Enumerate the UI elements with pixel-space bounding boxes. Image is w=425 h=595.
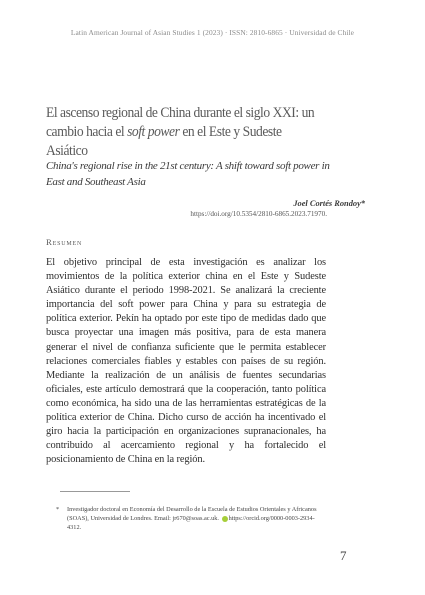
- footnote-affiliation: Investigador doctoral en Economía del Desarrollo de la Escuela de Estudios Orientales y Africanos (SOAS), Universidad de Londres. Email: jr670@soas.ac.uk.: [67, 506, 317, 523]
- title-line-2-end: en el Este y Sudeste Asiático: [46, 124, 282, 159]
- abstract-heading: Resumen: [46, 237, 83, 247]
- doi-link[interactable]: https://doi.org/10.5354/2810-6865.2023.71970.: [190, 210, 327, 218]
- article-subtitle: China's regional rise in the 21st century: A shift toward soft power in East and Southeast Asia: [46, 160, 330, 188]
- footnote: [56, 505, 328, 533]
- orcid-link[interactable]: https://orcid.org/0000-0003-2934-4312.: [67, 515, 315, 532]
- footnote-marker: *: [56, 506, 60, 513]
- title-line-1: El ascenso regional de China durante el siglo XXI: un: [46, 105, 315, 121]
- title-line-2: [46, 123, 325, 161]
- running-head: Latin American Journal of Asian Studies 1 (2023) · ISSN: 2810-6865 · Universidad de Chile: [70, 28, 355, 37]
- abstract-body: El objetivo principal de esta investigación es analizar los movimientos de la política exterior china en el Este y Sudeste Asiático durante el periodo 1998-2021. Se analizará la creciente importancia del soft power para China y para su estrategia de política exterior. Pekín ha optado por este tipo de medidas dado que busca proyectar una imagen más positiva, para de esta manera generar el nivel de confianza suficiente que le permita establecer relaciones comerciales fiables y estables con países de su región. Mediante la realización de un análisis de fuentes secundarias oficiales, este artículo demostrará que la cooperación, tanto política como económica, ha sido una de las herramientas estratégicas de la política exterior de China. Dicho curso de acción ha incentivado el giro hacia la participación en organizaciones supranacionales, ha contribuido al acercamiento regional y ha fortalecido el posicionamiento de China en la región.: [46, 257, 326, 466]
- page-number: 7: [340, 548, 347, 563]
- article-title: [46, 104, 325, 161]
- orcid-icon: [222, 516, 228, 522]
- footnote-divider: [60, 491, 130, 492]
- footnote-text: [67, 505, 328, 533]
- title-line-2-start: cambio hacia el: [46, 124, 128, 140]
- author-name: Joel Cortés Rondoy*: [293, 199, 365, 208]
- title-italic-term: soft power: [127, 124, 180, 140]
